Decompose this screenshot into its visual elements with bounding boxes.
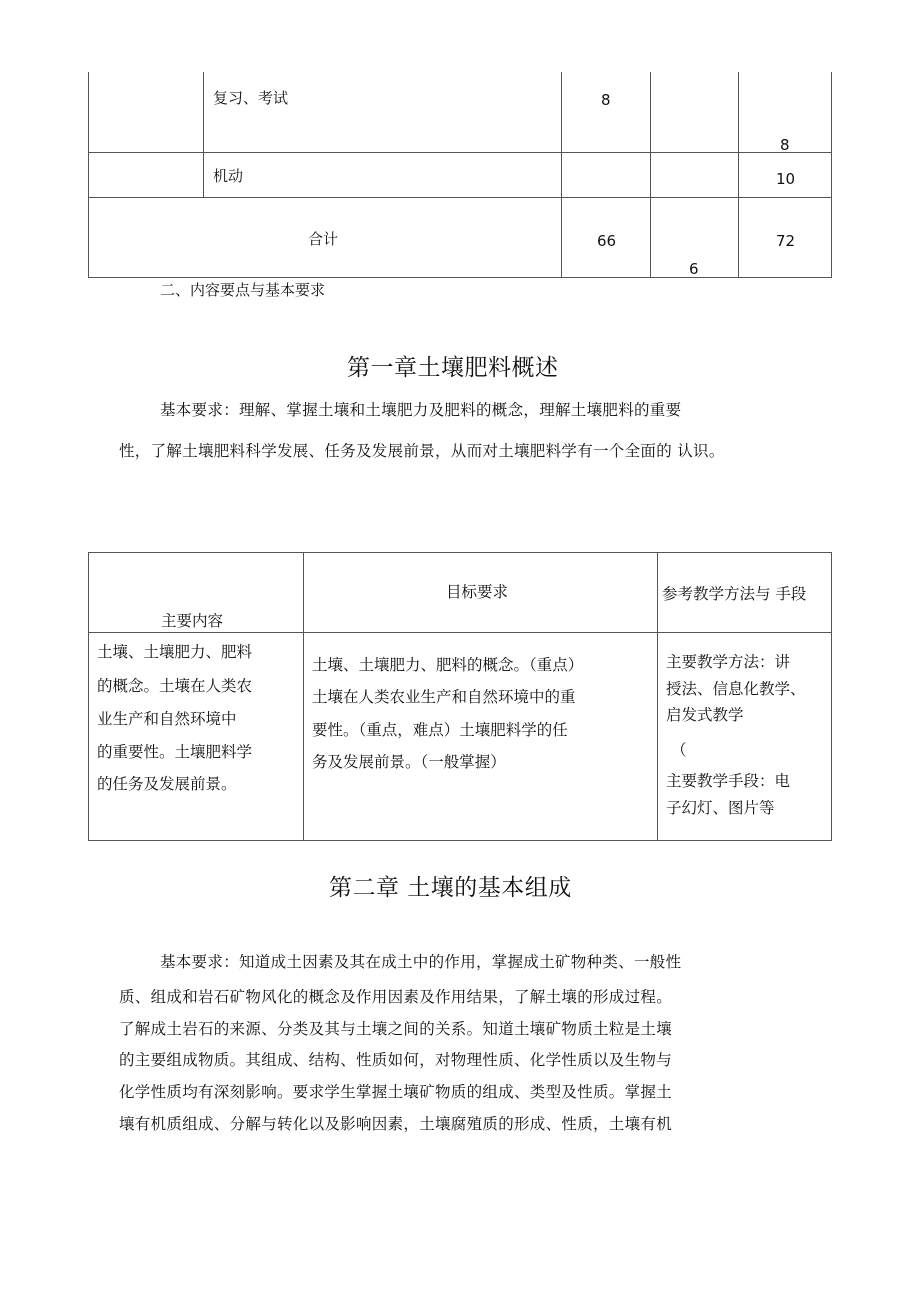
content-line: 土壤、土壤肥力、肥料 [97,643,253,661]
header-target: 目标要求 [446,583,509,601]
chapter2-requirement-line: 壤有机质组成、分解与转化以及影响因素，土壤腐殖质的形成、性质，土壤有机 [119,1115,673,1133]
target-line: 要性。（重点，难点）土壤肥料学的任 [312,721,568,739]
header-methods: 参考教学方法与 手段 [662,585,807,603]
chapter2-requirement-line: 质、组成和岩石矿物风化的概念及作用因素及作用结果，了解土壤的形成过程。 [119,988,673,1006]
chapter2-requirement-line: 基本要求：知道成土因素及其在成土中的作用，掌握成土矿物种类、一般性 [160,953,682,971]
chapter2-requirement-line: 化学性质均有深刻影响。要求学生掌握土壤矿物质的组成、类型及性质。掌握土 [119,1083,673,1101]
method-line: 主要教学手段：电 [666,772,791,790]
row-item-review-exam: 复习、考试 [213,89,289,107]
method-line: （ [671,741,687,759]
content-line: 的重要性。土壤肥料学 [97,743,253,761]
chapter1-title: 第一章土壤肥料概述 [347,355,559,381]
target-line: 土壤、土壤肥力、肥料的概念。（重点） [312,656,584,674]
content-line: 的概念。土壤在人类农 [97,677,253,695]
method-line: 启发式教学 [666,706,744,724]
method-line: 授法、信息化教学、 [666,680,806,698]
target-line: 土壤在人类农业生产和自然环境中的重 [312,688,576,706]
row-item-flexible: 机动 [213,167,244,185]
total-col1: 66 [597,232,617,250]
total-col2: 6 [689,260,699,278]
method-line: 子幻灯、图片等 [666,799,775,817]
row-review-col1: 8 [601,91,611,109]
chapter1-requirement-line: 基本要求：理解、掌握土壤和土壤肥力及肥料的概念，理解土壤肥料的重要 [160,401,682,419]
chapter2-requirement-line: 了解成土岩石的来源、分类及其与土壤之间的关系。知道土壤矿物质土粒是土壤 [119,1020,673,1038]
section-title: 二、内容要点与基本要求 [160,281,326,299]
total-col3: 72 [776,232,796,250]
hours-table [88,72,832,278]
row-review-col3: 8 [780,136,790,154]
chapter2-title: 第二章 土壤的基本组成 [329,875,572,901]
row-flexible-col3: 10 [776,170,796,188]
total-label: 合计 [308,230,339,248]
method-line: 主要教学方法：讲 [666,653,791,671]
header-main-content: 主要内容 [161,612,224,630]
content-line: 的任务及发展前景。 [97,775,237,793]
chapter1-requirement-line: 性，了解土壤肥料科学发展、任务及发展前景，从而对土壤肥料学有一个全面的 认识。 [119,442,725,460]
content-line: 业生产和自然环境中 [97,710,237,728]
chapter1-table [88,552,832,841]
target-line: 务及发展前景。（一般掌握） [312,753,506,771]
chapter2-requirement-line: 的主要组成物质。其组成、结构、性质如何，对物理性质、化学性质以及生物与 [119,1051,673,1069]
